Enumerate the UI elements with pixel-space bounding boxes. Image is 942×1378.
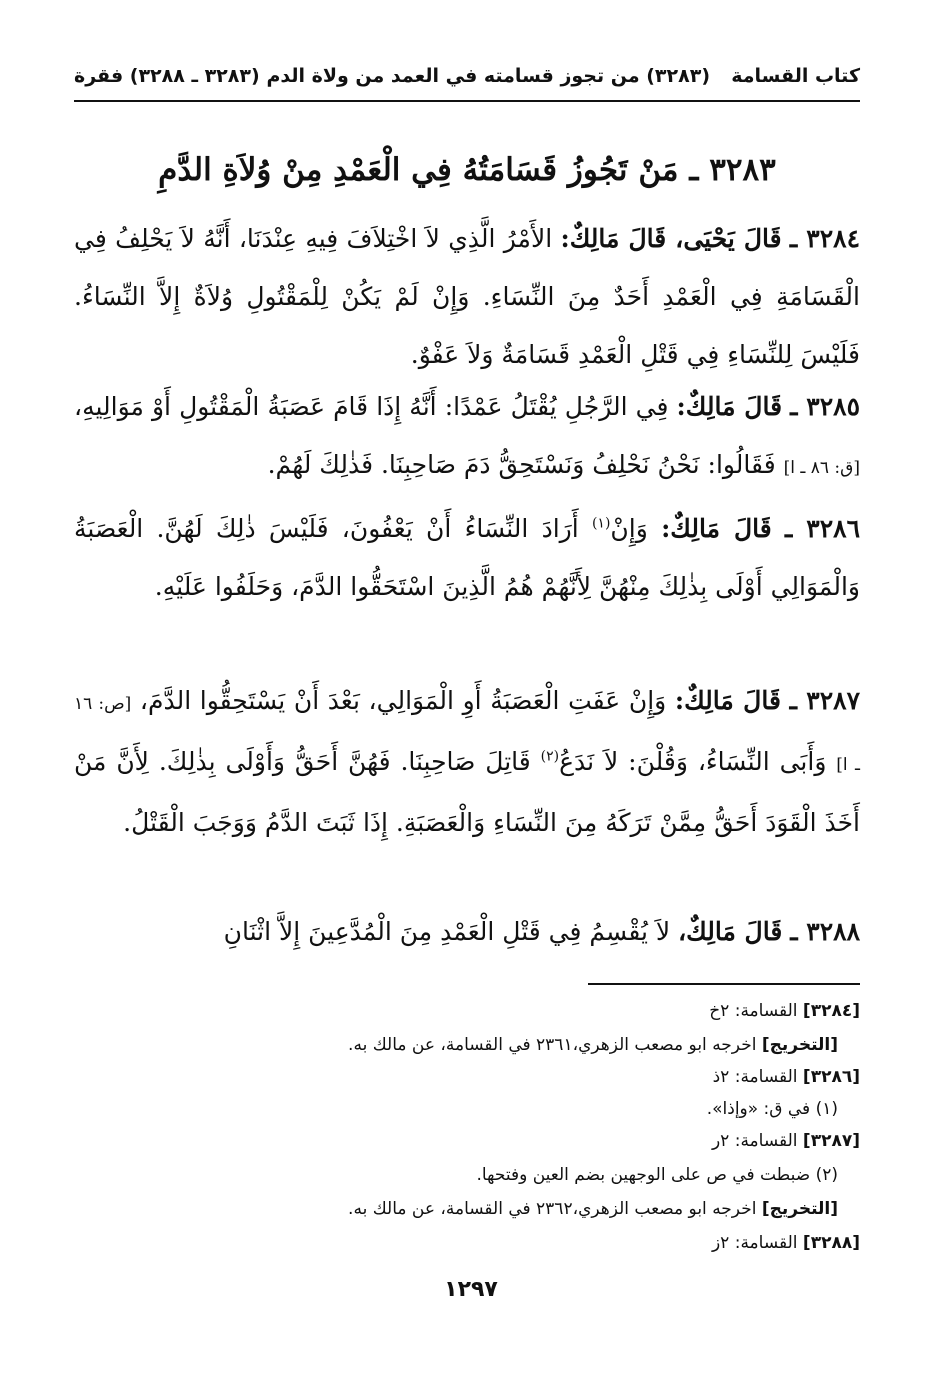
footnote-label: [٣٢٨٨] — [802, 1233, 860, 1253]
footnote-text: القسامة: ٢خ — [709, 1001, 798, 1021]
paragraph-text: أَرَادَ النِّسَاءُ أَنْ يَعْفُونَ، فَلَيْسَ ذٰلِكَ لَهُنَّ. الْعَصَبَةُ وَالْمَوَالِي أَوْلَى بِذٰلِكَ مِنْهُنَّ لِأَنَّهُمْ هُمُ الَّذِينَ اسْتَحَقُّوا الدَّمَ، وَحَلَفُوا عَلَيْهِ. — [74, 514, 860, 601]
paragraph-speaker: قَالَ يَحْيَى، قَالَ مَالِكٌ: — [560, 224, 782, 253]
paragraph-3285 — [74, 378, 860, 497]
footnote-divider — [588, 983, 860, 985]
footnote-label: [٣٢٨٤] — [802, 1001, 860, 1021]
footnote-text: (٢) ضبطت في ص على الوجهين بضم العين وفتحها. — [476, 1165, 838, 1185]
paragraph-number: ٣٢٨٨ ـ — [790, 917, 860, 946]
footnote-line — [476, 1160, 838, 1190]
footnote-line — [348, 1194, 838, 1224]
paragraph-number: ٣٢٨٤ ـ — [789, 224, 861, 253]
footnote-label: [٣٢٨٦] — [802, 1067, 860, 1087]
paragraph-number: ٣٢٨٧ ـ — [789, 686, 860, 715]
footnote-text: القسامة: ٢ذ — [712, 1067, 798, 1087]
footnote-label: [٣٢٨٧] — [802, 1131, 860, 1151]
manuscript-reference: [ص: ١٦ ـ ا] — [74, 694, 860, 775]
paragraph-speaker: قَالَ مَالِكٌ، — [678, 917, 783, 946]
footnote-label: [التخريج] — [761, 1199, 838, 1219]
header-divider — [74, 100, 860, 102]
footnote-line — [713, 1062, 860, 1092]
footnote-marker: (٢) — [540, 748, 560, 765]
paragraph-3286 — [74, 500, 860, 616]
paragraph-speaker: قَالَ مَالِكٌ: — [661, 514, 772, 543]
paragraph-text: وَإِنْ عَفَتِ الْعَصَبَةُ أَوِ الْمَوَالِي، بَعْدَ أَنْ يَسْتَحِقُّوا الدَّمَ، — [139, 686, 667, 715]
page-number: ١٢٩٧ — [444, 1277, 498, 1302]
running-header — [74, 58, 860, 94]
paragraph-3288 — [74, 903, 860, 961]
footnote-line — [348, 1030, 838, 1060]
paragraph-text: قَاتِلَ صَاحِبِنَا. فَهُنَّ أَحَقُّ وَأَوْلَى بِذٰلِكَ. لِأَنَّ مَنْ أَخَذَ الْقَوَدَ أَحَقُّ مِمَّنْ تَرَكَهُ مِنَ النِّسَاءِ وَالْعَصَبَةِ. إِذَا ثَبَتَ الدَّمُ وَوَجَبَ الْقَتْلُ. — [74, 747, 860, 837]
footnote-text: القسامة: ٢ر — [711, 1131, 798, 1151]
paragraph-3284 — [74, 210, 860, 384]
paragraph-speaker: قَالَ مَالِكٌ: — [676, 392, 783, 421]
footnote-text: القسامة: ٢ز — [711, 1233, 798, 1253]
paragraph-text: لاَ يُقْسِمُ فِي قَتْلِ الْعَمْدِ مِنَ الْمُدَّعِينَ إِلاَّ اثْنَانِ — [223, 917, 671, 946]
footnote-line — [712, 1126, 860, 1156]
footnote-marker: (١) — [591, 515, 611, 532]
paragraph-range: (٣٢٨٣ ـ ٣٢٨٨) فقرة — [74, 65, 260, 87]
book-title: كتاب القسامة — [731, 65, 860, 87]
paragraph-text: وَأَبَى النِّسَاءُ، وَقُلْنَ: لاَ نَدَعُ — [559, 747, 827, 776]
footnote-text: اخرجه ابو مصعب الزهري،٢٣٦١ في القسامة، عن مالك به. — [348, 1035, 757, 1055]
paragraph-number: ٣٢٨٦ ـ — [784, 514, 861, 543]
chapter-heading: ٣٢٨٣ ـ مَنْ تَجُوزُ قَسَامَتُهُ فِي الْعَمْدِ مِنْ وُلاَةِ الدَّمِ — [158, 152, 776, 188]
footnote-line — [709, 996, 860, 1026]
paragraph-text: فَقَالُوا: نَحْنُ نَحْلِفُ وَنَسْتَحِقُّ دَمَ صَاحِبِنَا. فَذٰلِكَ لَهُمْ. — [267, 450, 776, 479]
paragraph-text: فِي الرَّجُلِ يُقْتَلُ عَمْدًا: أَنَّهُ إِذَا قَامَ عَصَبَةُ الْمَقْتُولِ أَوْ مَوَالِيهِ، — [74, 392, 669, 421]
paragraph-text: الأَمْرُ الَّذِي لاَ اخْتِلاَفَ فِيهِ عِنْدَنَا، أَنَّهُ لاَ يَحْلِفُ فِي الْقَسَامَةِ فِي الْعَمْدِ أَحَدٌ مِنَ النِّسَاءِ. وَإِنْ لَمْ يَكُنْ لِلْمَقْتُولِ وُلاَةٌ إِلاَّ النِّسَاءُ. فَلَيْسَ لِلنِّسَاءِ فِي قَتْلِ الْعَمْدِ قَسَامَةٌ وَلاَ عَفْوٌ. — [74, 224, 860, 369]
paragraph-number: ٣٢٨٥ ـ — [790, 392, 861, 421]
footnote-text: (١) في ق: «وإذا». — [706, 1099, 838, 1119]
manuscript-reference: [ق: ٨٦ ـ ا] — [783, 458, 860, 478]
chapter-title: (٣٢٨٣) من تجوز قسامته في العمد من ولاة الدم — [266, 65, 710, 87]
paragraph-3287 — [74, 672, 860, 852]
footnote-label: [التخريج] — [761, 1035, 838, 1055]
footnote-text: اخرجه ابو مصعب الزهري،٢٣٦٢ في القسامة، عن مالك به. — [348, 1199, 757, 1219]
paragraph-speaker: قَالَ مَالِكٌ: — [674, 686, 781, 715]
paragraph-text: وَإِنْ — [610, 514, 648, 543]
footnote-line — [707, 1094, 838, 1124]
footnote-line — [712, 1228, 860, 1258]
